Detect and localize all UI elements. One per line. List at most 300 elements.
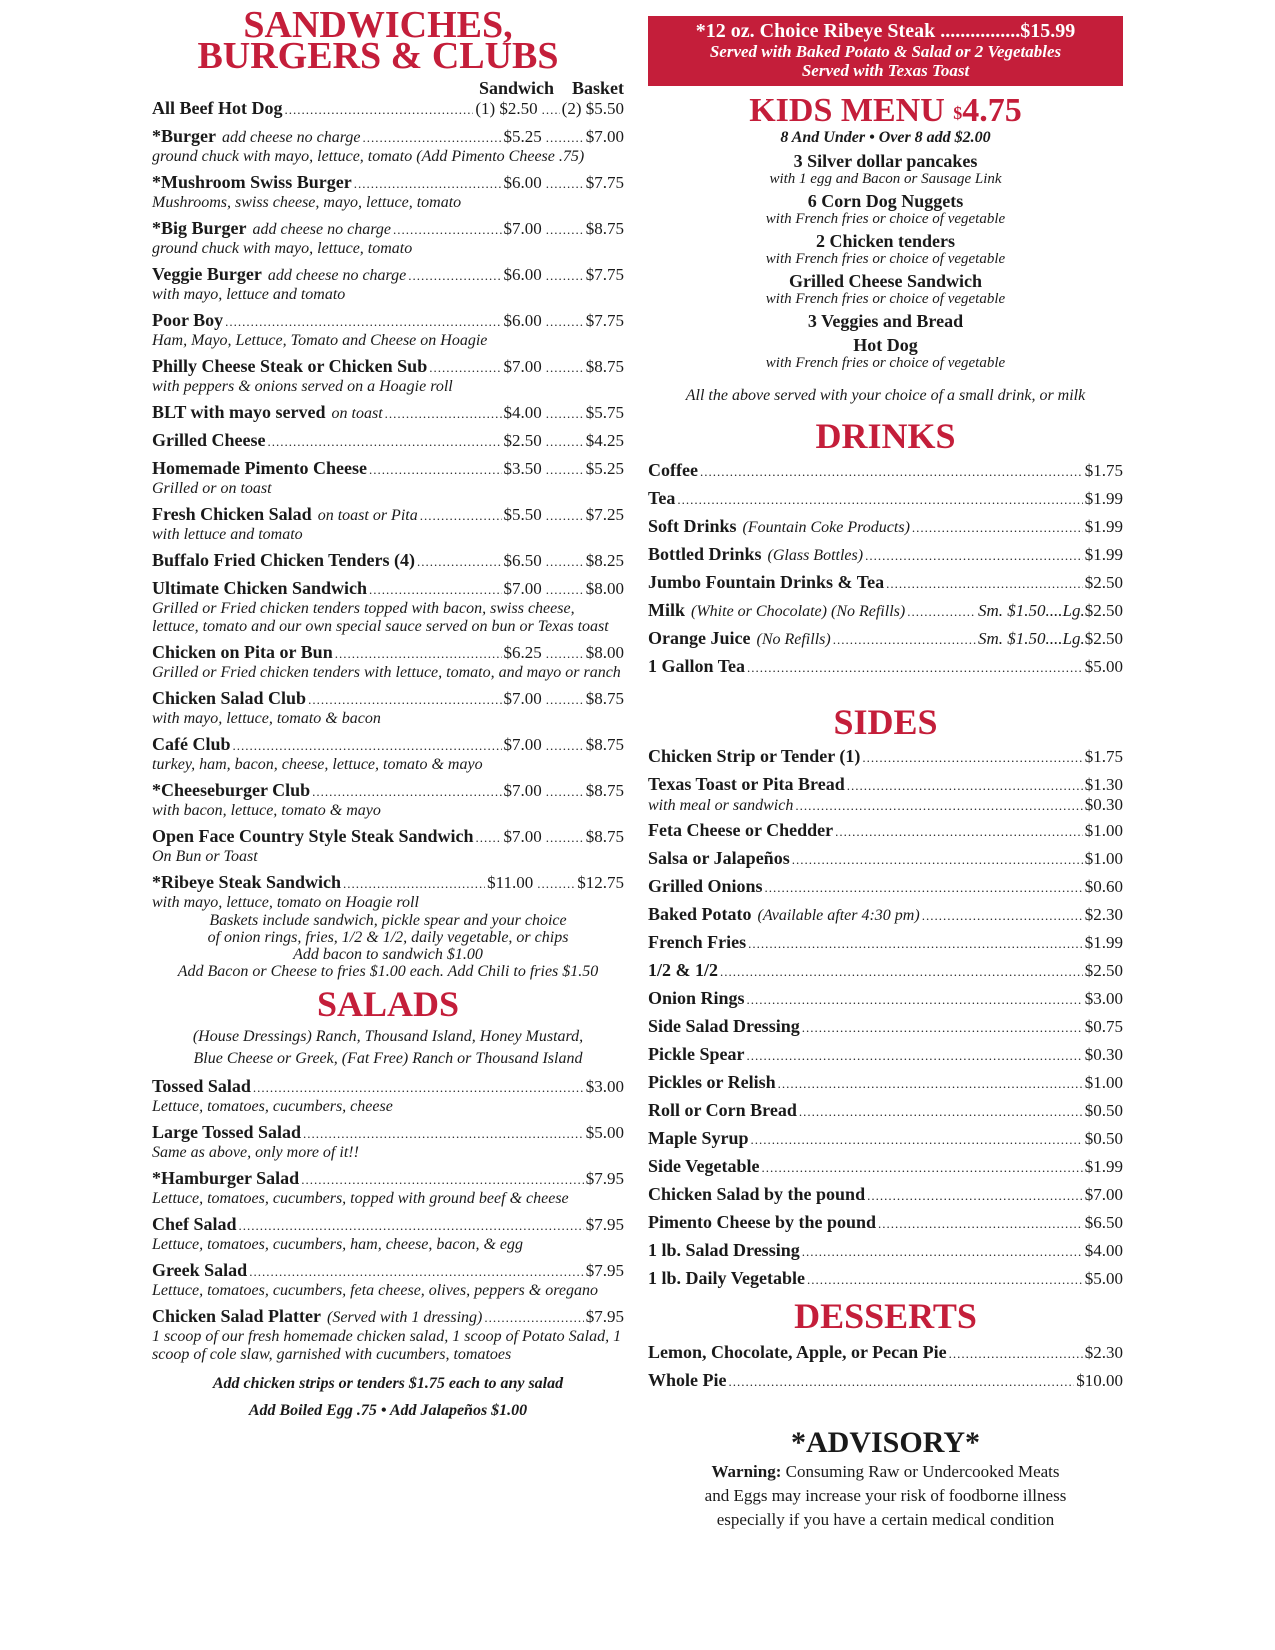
leader-dots	[393, 218, 502, 240]
item-line	[152, 1076, 624, 1098]
leader-dots	[792, 848, 1083, 870]
item-line	[648, 544, 1123, 566]
sandwich-price: $7.00	[503, 781, 542, 800]
leader-dots	[420, 504, 502, 526]
leader-dots	[542, 98, 560, 120]
item-name: Chicken Strip or Tender (1)	[648, 746, 861, 766]
leader-dots	[922, 904, 1083, 926]
side-item	[648, 988, 1123, 1010]
item-line	[152, 872, 624, 894]
side-item	[648, 820, 1123, 842]
item-line	[648, 876, 1123, 898]
leader-dots	[312, 780, 501, 802]
item-description: Mushrooms, swiss cheese, mayo, lettuce, tomato	[152, 194, 462, 211]
item-note: (Fountain Coke Products)	[742, 519, 910, 536]
side-item	[648, 746, 1123, 768]
basket-price: $8.75	[585, 827, 624, 846]
leader-dots	[729, 1370, 1075, 1392]
item-line	[152, 1168, 624, 1190]
kids-price: 4.75	[962, 92, 1022, 129]
side-item	[648, 1268, 1123, 1290]
item-name: 1 lb. Daily Vegetable	[648, 1268, 806, 1288]
item-note: (Glass Bottles)	[767, 547, 864, 564]
item-description: Lettuce, tomatoes, cucumbers, ham, cheese, bacon, & egg	[152, 1236, 524, 1253]
leader-dots	[546, 642, 584, 664]
side-item	[648, 904, 1123, 926]
drink-item	[648, 488, 1123, 510]
item-price: $7.00	[1084, 1185, 1123, 1204]
sandwich-price: $6.00	[503, 311, 542, 330]
item-description: turkey, ham, bacon, cheese, lettuce, tomato & mayo	[152, 756, 483, 773]
leader-dots	[267, 430, 501, 452]
item-name: Tossed Salad	[152, 1076, 251, 1096]
item-name: Soft Drinks	[648, 516, 737, 536]
item-price: $1.75	[1084, 461, 1123, 480]
leader-dots	[546, 504, 584, 526]
basket-column-header: Basket	[571, 78, 624, 98]
item-description: Lettuce, tomatoes, cucumbers, cheese	[152, 1098, 393, 1115]
salad-item	[152, 1076, 624, 1116]
item-description: with mayo, lettuce, tomato on Hoagie roll	[152, 894, 419, 911]
side-item	[648, 1184, 1123, 1206]
item-line	[648, 932, 1123, 954]
item-note: (Served with 1 dressing)	[327, 1309, 483, 1326]
item-price: $1.99	[1084, 933, 1123, 952]
item-line	[648, 1016, 1123, 1038]
item-description: Lettuce, tomatoes, cucumbers, topped with ground beef & cheese	[152, 1190, 569, 1207]
side-item	[648, 848, 1123, 870]
leader-dots	[949, 1342, 1083, 1364]
item-line	[648, 960, 1123, 982]
item-price: $1.75	[1084, 747, 1123, 766]
item-description: Ham, Mayo, Lettuce, Tomato and Cheese on Hoagie	[152, 332, 488, 349]
item-line	[152, 218, 624, 240]
kids-footnote: All the above served with your choice of a small drink, or milk	[685, 387, 1086, 404]
side-item	[648, 1156, 1123, 1178]
basket-price: $5.75	[585, 403, 624, 422]
item-name: Orange Juice	[648, 628, 751, 648]
item-description: Grilled or Fried chicken tenders topped with bacon, swiss cheese, lettuce, tomato and our own special sauce served on bun or Texas toast	[152, 600, 609, 635]
sandwich-price: $3.50	[503, 459, 542, 478]
leader-dots	[343, 872, 485, 894]
sandwich-price: $2.50	[503, 431, 542, 450]
sandwiches-title-line2: BURGERS & CLUBS	[197, 35, 559, 77]
sandwich-item	[152, 734, 624, 774]
kids-item-name: 3 Veggies and Bread	[807, 311, 964, 331]
drink-list	[648, 460, 1123, 678]
sandwich-price: $7.00	[503, 827, 542, 846]
basket-price: $7.75	[585, 173, 624, 192]
item-name: 1 Gallon Tea	[648, 656, 746, 676]
leader-dots	[546, 826, 584, 848]
item-name: All Beef Hot Dog	[152, 98, 283, 118]
leader-dots	[677, 488, 1082, 510]
sandwich-item	[152, 504, 624, 544]
item-description: Same as above, only more of it!!	[152, 1144, 359, 1161]
leader-dots	[878, 1212, 1083, 1234]
leader-dots	[802, 1016, 1083, 1038]
left-column	[152, 4, 624, 1424]
item-line	[152, 504, 624, 526]
item-name: Baked Potato	[648, 904, 752, 924]
leader-dots	[546, 126, 584, 148]
side-item	[648, 1044, 1123, 1066]
item-note: add cheese no charge	[252, 221, 391, 238]
leader-dots	[865, 544, 1083, 566]
leader-dots	[429, 356, 501, 378]
leader-dots	[720, 960, 1083, 982]
leader-dots	[385, 402, 502, 424]
kids-menu-title	[648, 94, 1123, 128]
leader-dots	[835, 820, 1083, 842]
item-name: *Burger	[152, 126, 216, 146]
basket-price: $7.00	[585, 127, 624, 146]
side-item	[648, 1016, 1123, 1038]
sides-title: SIDES	[833, 702, 938, 742]
item-name: Large Tossed Salad	[152, 1122, 302, 1142]
item-line	[648, 820, 1123, 842]
leader-dots	[301, 1168, 584, 1190]
item-note: (Available after 4:30 pm)	[757, 907, 920, 924]
dressing-line: Blue Cheese or Greek, (Fat Free) Ranch or Thousand Island	[193, 1050, 583, 1067]
sandwich-item	[152, 402, 624, 424]
item-price: $10.00	[1076, 1371, 1123, 1390]
item-name: Bottled Drinks	[648, 544, 762, 564]
item-line	[152, 578, 624, 600]
item-price: $0.50	[1084, 1129, 1123, 1148]
leader-dots	[546, 688, 584, 710]
kids-item	[648, 335, 1123, 371]
leader-dots	[546, 430, 584, 452]
salad-addons	[152, 1370, 624, 1424]
leader-dots	[833, 628, 976, 650]
item-line	[152, 734, 624, 756]
dessert-item	[648, 1342, 1123, 1364]
item-price: $2.50	[1084, 629, 1123, 648]
item-description: with lettuce and tomato	[152, 526, 303, 543]
item-name: Poor Boy	[152, 310, 224, 330]
leader-dots	[233, 734, 502, 756]
drink-item	[648, 516, 1123, 538]
item-name: Grilled Onions	[648, 876, 763, 896]
item-line	[648, 1156, 1123, 1178]
ribeye-headline	[648, 20, 1123, 42]
side-item	[648, 1240, 1123, 1262]
item-line	[152, 688, 624, 710]
sandwich-price: $11.00	[487, 873, 534, 892]
item-name: Grilled Cheese	[152, 430, 266, 450]
item-note: add cheese no charge	[221, 129, 361, 146]
item-price: $3.00	[1084, 989, 1123, 1008]
sandwich-item	[152, 126, 624, 166]
item-line	[648, 600, 1123, 622]
basket-price: $8.75	[585, 781, 624, 800]
sandwich-price: $7.00	[503, 357, 542, 376]
item-description: Lettuce, tomatoes, cucumbers, feta cheese, olives, peppers & oregano	[152, 1282, 598, 1299]
dressing-line: (House Dressings) Ranch, Thousand Island, Honey Mustard,	[192, 1028, 584, 1045]
basket-note: Add bacon to sandwich $1.00	[293, 946, 483, 963]
item-line	[648, 1212, 1123, 1234]
item-line	[152, 826, 624, 848]
item-line	[152, 172, 624, 194]
item-line	[648, 656, 1123, 678]
item-description: with mayo, lettuce, tomato & bacon	[152, 710, 381, 727]
item-line	[648, 848, 1123, 870]
kids-item-description: with French fries or choice of vegetable	[765, 211, 1006, 227]
basket-notes	[152, 912, 624, 980]
item-price: $7.95	[585, 1169, 624, 1188]
leader-dots	[546, 734, 584, 756]
item-name: Pickles or Relish	[648, 1072, 776, 1092]
item-price: $5.00	[1084, 1269, 1123, 1288]
sandwich-price: $6.25	[503, 643, 542, 662]
leader-dots	[546, 218, 584, 240]
item-price: $2.30	[1084, 905, 1123, 924]
item-price: $2.50	[1084, 961, 1123, 980]
item-name: Ultimate Chicken Sandwich	[152, 578, 368, 598]
item-name: Fresh Chicken Salad	[152, 504, 312, 524]
leader-dots	[700, 460, 1083, 482]
advisory-line: and Eggs may increase your risk of foodborne illness	[704, 1486, 1067, 1505]
kids-price-symbol: $	[953, 103, 963, 123]
sandwich-item	[152, 218, 624, 258]
sandwich-item	[152, 172, 624, 212]
leader-dots	[354, 172, 502, 194]
leader-dots	[369, 458, 502, 480]
sandwich-item	[152, 550, 624, 572]
item-price: $4.00	[1084, 1241, 1123, 1260]
sub-price: $0.30	[1084, 795, 1123, 814]
sandwich-price: $6.00	[503, 173, 542, 192]
dessert-list	[648, 1342, 1123, 1392]
salad-addon-line: Add Boiled Egg .75 • Add Jalapeños $1.00	[248, 1402, 528, 1419]
item-line	[648, 1184, 1123, 1206]
basket-price: (2) $5.50	[561, 99, 624, 118]
sandwich-item	[152, 264, 624, 304]
item-name: Onion Rings	[648, 988, 745, 1008]
advisory-line: especially if you have a certain medical condition	[716, 1510, 1055, 1529]
item-line	[648, 1044, 1123, 1066]
item-name: Chicken on Pita or Bun	[152, 642, 333, 662]
salad-addon-line: Add chicken strips or tenders $1.75 each to any salad	[212, 1375, 564, 1392]
kids-item-description: with 1 egg and Bacon or Sausage Link	[769, 171, 1002, 187]
item-line	[648, 774, 1123, 796]
sandwich-price: $7.00	[503, 219, 542, 238]
item-name: *Mushroom Swiss Burger	[152, 172, 352, 192]
item-line	[152, 264, 624, 286]
basket-price: $8.25	[585, 551, 624, 570]
basket-price: $5.25	[585, 459, 624, 478]
item-line	[152, 780, 624, 802]
basket-price: $12.75	[577, 873, 624, 892]
kids-item-description: with French fries or choice of vegetable	[765, 355, 1006, 371]
leader-dots	[476, 826, 502, 848]
sandwiches-title	[132, 4, 624, 77]
kids-item-description: with French fries or choice of vegetable	[765, 251, 1006, 267]
side-item	[648, 1128, 1123, 1150]
sandwich-item	[152, 642, 624, 682]
item-price: $2.50	[1084, 601, 1123, 620]
item-name: Jumbo Fountain Drinks & Tea	[648, 572, 885, 592]
basket-note: Baskets include sandwich, pickle spear and your choice	[209, 912, 567, 929]
sandwich-price: $7.00	[503, 735, 542, 754]
item-name: Chicken Salad Platter	[152, 1306, 321, 1326]
item-price: $0.75	[1084, 1017, 1123, 1036]
sandwich-item	[152, 578, 624, 636]
item-line	[152, 1214, 624, 1236]
advisory-title: *ADVISORY*	[791, 1426, 980, 1459]
kids-item	[648, 151, 1123, 187]
drink-item	[648, 600, 1123, 622]
price-column-headers	[152, 78, 624, 98]
side-item	[648, 774, 1123, 814]
item-name: Coffee	[648, 460, 698, 480]
small-large-prices: Sm. $1.50....Lg.	[978, 601, 1085, 620]
sandwich-column-header: Sandwich	[478, 78, 554, 98]
side-item	[648, 1100, 1123, 1122]
item-line	[648, 628, 1123, 650]
leader-dots	[748, 932, 1083, 954]
sandwich-item	[152, 688, 624, 728]
sandwich-price: $6.50	[503, 551, 542, 570]
leader-dots	[862, 746, 1082, 768]
item-line	[648, 572, 1123, 594]
leader-dots	[303, 1122, 584, 1144]
item-line	[648, 1268, 1123, 1290]
drink-item	[648, 628, 1123, 650]
item-description: ground chuck with mayo, lettuce, tomato	[152, 240, 413, 257]
item-price: $0.30	[1084, 1045, 1123, 1064]
kids-item-name: 6 Corn Dog Nuggets	[807, 191, 964, 211]
item-line	[152, 310, 624, 332]
leader-dots	[537, 872, 575, 894]
kids-item-name: 2 Chicken tenders	[816, 231, 955, 251]
sandwiches-title-line1: SANDWICHES,	[243, 4, 513, 46]
item-line	[152, 642, 624, 664]
house-dressings	[152, 1026, 624, 1070]
item-line	[648, 1342, 1123, 1364]
basket-price: $8.00	[585, 579, 624, 598]
item-name: *Big Burger	[152, 218, 247, 238]
item-name: Chicken Salad Club	[152, 688, 307, 708]
leader-dots	[747, 656, 1083, 678]
item-price: $1.99	[1084, 517, 1123, 536]
leader-dots	[807, 1268, 1083, 1290]
leader-dots	[765, 876, 1083, 898]
item-name: Chicken Salad by the pound	[648, 1184, 866, 1204]
item-name: Veggie Burger	[152, 264, 262, 284]
kids-item-description: with French fries or choice of vegetable	[765, 291, 1006, 307]
leader-dots	[408, 264, 501, 286]
item-price: $1.30	[1084, 775, 1123, 794]
item-line	[152, 550, 624, 572]
basket-price: $8.75	[585, 219, 624, 238]
sandwich-list	[152, 126, 624, 912]
side-item	[648, 960, 1123, 982]
item-line	[152, 458, 624, 480]
item-name: *Hamburger Salad	[152, 1168, 300, 1188]
kids-item-name: Grilled Cheese Sandwich	[788, 271, 982, 291]
drink-item	[648, 572, 1123, 594]
item-note: (No Refills)	[756, 631, 831, 648]
salads-title: SALADS	[316, 984, 460, 1024]
leader-dots	[417, 550, 501, 572]
item-price: $6.50	[1084, 1213, 1123, 1232]
item-name: Lemon, Chocolate, Apple, or Pecan Pie	[648, 1342, 947, 1362]
item-note: (White or Chocolate) (No Refills)	[691, 603, 906, 620]
item-price: $0.50	[1084, 1101, 1123, 1120]
leader-dots	[249, 1260, 584, 1282]
item-name: Buffalo Fried Chicken Tenders (4)	[152, 550, 416, 570]
item-line	[152, 1306, 624, 1328]
item-line	[152, 1122, 624, 1144]
leader-dots	[546, 172, 584, 194]
sandwich-item	[152, 356, 624, 396]
basket-price: $8.00	[585, 643, 624, 662]
item-price: $1.99	[1084, 545, 1123, 564]
leader-dots	[225, 310, 501, 332]
leader-dots	[284, 98, 473, 120]
leader-dots	[912, 516, 1083, 538]
item-price: $1.00	[1084, 821, 1123, 840]
basket-price: $7.25	[585, 505, 624, 524]
ribeye-name: *12 oz. Choice Ribeye Steak	[695, 20, 936, 42]
item-name: Maple Syrup	[648, 1128, 749, 1148]
item-price: $1.00	[1084, 849, 1123, 868]
leader-dots	[799, 1100, 1083, 1122]
item-line	[152, 126, 624, 148]
sandwich-item	[152, 430, 624, 452]
drink-item	[648, 656, 1123, 678]
item-name: 1/2 & 1/2	[648, 960, 718, 980]
sandwich-item	[152, 458, 624, 498]
item-name: Feta Cheese or Chedder	[648, 820, 834, 840]
basket-price: $8.75	[585, 689, 624, 708]
item-price: $7.95	[585, 1307, 624, 1326]
item-line	[648, 904, 1123, 926]
sandwich-item	[152, 310, 624, 350]
kids-item	[648, 191, 1123, 227]
item-price: $5.00	[1084, 657, 1123, 676]
sandwich-price: (1) $2.50	[475, 99, 538, 118]
item-name: Roll or Corn Bread	[648, 1100, 797, 1120]
sandwich-price: $7.00	[503, 689, 542, 708]
drink-item	[648, 544, 1123, 566]
item-description: On Bun or Toast	[152, 848, 258, 865]
leader-dots	[751, 1128, 1083, 1150]
item-name: Whole Pie	[648, 1370, 727, 1390]
item-line	[152, 1260, 624, 1282]
leader-dots	[239, 1214, 584, 1236]
leader-dots	[747, 1044, 1083, 1066]
item-note: on toast	[331, 405, 383, 422]
item-name: Texas Toast or Pita Bread	[648, 774, 845, 794]
item-name: Milk	[648, 600, 686, 620]
item-price: $0.60	[1084, 877, 1123, 896]
kids-title-text: KIDS MENU	[749, 92, 945, 129]
leader-dots	[484, 1306, 583, 1328]
basket-note: of onion rings, fries, 1/2 & 1/2, daily vegetable, or chips	[207, 929, 569, 946]
item-price: $2.50	[1084, 573, 1123, 592]
kids-list	[648, 151, 1123, 371]
item-note: on toast or Pita	[317, 507, 418, 524]
leader-dots	[778, 1072, 1083, 1094]
salad-item	[152, 1306, 624, 1364]
leader-dots	[362, 126, 501, 148]
item-note: add cheese no charge	[267, 267, 407, 284]
ribeye-special-box	[648, 16, 1123, 86]
sandwich-price: $4.00	[503, 403, 542, 422]
